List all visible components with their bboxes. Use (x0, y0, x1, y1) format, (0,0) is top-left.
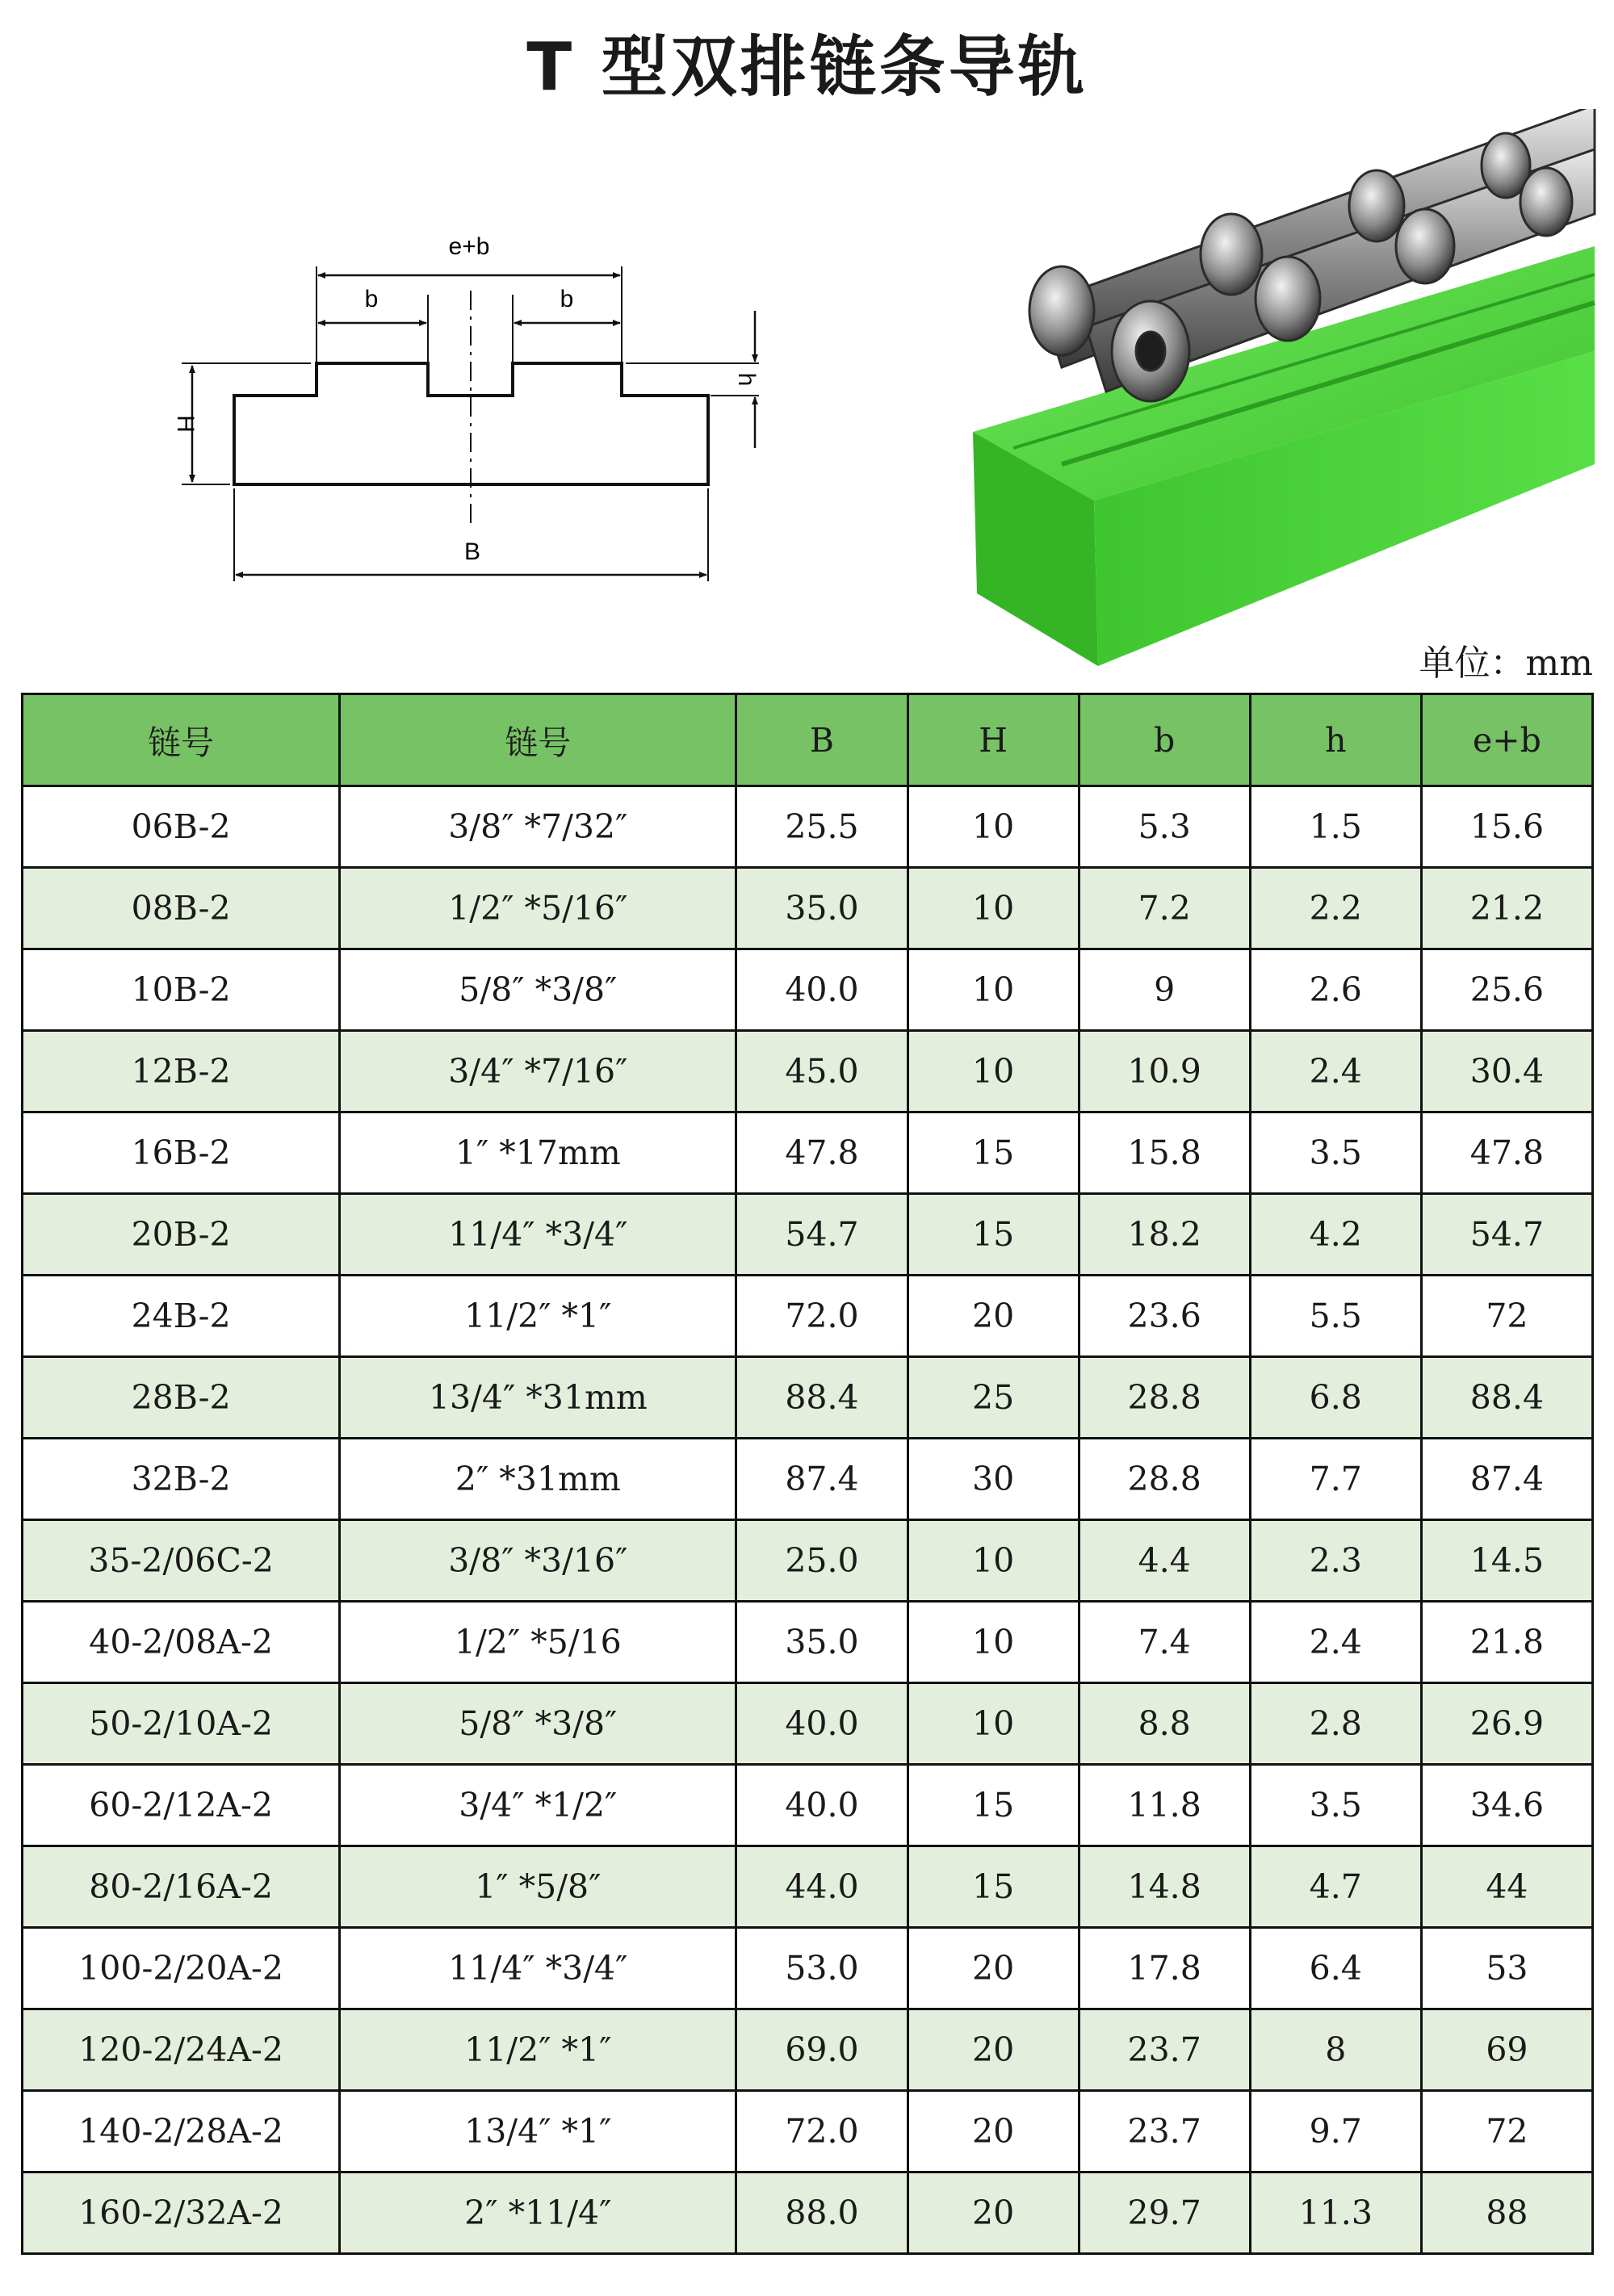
table-row (23, 1276, 1593, 1357)
table-row (23, 1031, 1593, 1112)
cell-chain-size: 2″ *31mm (340, 1439, 736, 1520)
table-row (23, 2172, 1593, 2254)
table-row (23, 1112, 1593, 1194)
header-b: b (1079, 694, 1250, 786)
cell-h: 2.8 (1250, 1683, 1421, 1765)
label-h: h (733, 372, 760, 387)
cell-chain-no: 06B-2 (23, 786, 340, 868)
table-row (23, 1602, 1593, 1683)
cell-chain-size: 13/4″ *31mm (340, 1357, 736, 1439)
cell-h: 11.3 (1250, 2172, 1421, 2254)
cell-H: 15 (908, 1765, 1079, 1846)
cell-eb: 54.7 (1421, 1194, 1592, 1276)
cell-H: 25 (908, 1357, 1079, 1439)
cell-chain-no: 50-2/10A-2 (23, 1683, 340, 1765)
cell-h: 6.8 (1250, 1357, 1421, 1439)
cell-b: 14.8 (1079, 1846, 1250, 1928)
cell-chain-no: 28B-2 (23, 1357, 340, 1439)
cell-chain-no: 35-2/06C-2 (23, 1520, 340, 1602)
cell-b: 5.3 (1079, 786, 1250, 868)
cell-h: 1.5 (1250, 786, 1421, 868)
cell-B: 35.0 (736, 868, 908, 949)
table-row (23, 949, 1593, 1031)
cell-h: 9.7 (1250, 2091, 1421, 2172)
cell-eb: 44 (1421, 1846, 1592, 1928)
cell-H: 10 (908, 1683, 1079, 1765)
cell-B: 47.8 (736, 1112, 908, 1194)
cell-B: 45.0 (736, 1031, 908, 1112)
cell-eb: 30.4 (1421, 1031, 1592, 1112)
cell-b: 4.4 (1079, 1520, 1250, 1602)
product-photo (965, 109, 1599, 666)
label-H: H (172, 415, 199, 433)
table-row (23, 1439, 1593, 1520)
cell-B: 88.4 (736, 1357, 908, 1439)
label-b-right: b (560, 286, 574, 312)
cell-eb: 15.6 (1421, 786, 1592, 868)
header-B: B (736, 694, 908, 786)
cell-B: 88.0 (736, 2172, 908, 2254)
cell-eb: 21.2 (1421, 868, 1592, 949)
cell-B: 40.0 (736, 949, 908, 1031)
cell-h: 5.5 (1250, 1276, 1421, 1357)
cell-H: 20 (908, 2091, 1079, 2172)
cell-b: 7.4 (1079, 1602, 1250, 1683)
cell-h: 4.2 (1250, 1194, 1421, 1276)
label-eb: e+b (448, 233, 490, 260)
cell-h: 2.3 (1250, 1520, 1421, 1602)
cell-b: 28.8 (1079, 1439, 1250, 1520)
table-row (23, 2009, 1593, 2091)
cell-h: 4.7 (1250, 1846, 1421, 1928)
cell-h: 3.5 (1250, 1765, 1421, 1846)
cell-chain-size: 3/4″ *1/2″ (340, 1765, 736, 1846)
cell-H: 15 (908, 1194, 1079, 1276)
cell-H: 10 (908, 786, 1079, 868)
cell-H: 10 (908, 1602, 1079, 1683)
label-b-left: b (364, 286, 379, 312)
cell-B: 40.0 (736, 1683, 908, 1765)
cell-chain-no: 40-2/08A-2 (23, 1602, 340, 1683)
cell-b: 8.8 (1079, 1683, 1250, 1765)
cell-chain-size: 3/8″ *7/32″ (340, 786, 736, 868)
header-h: h (1250, 694, 1421, 786)
cell-h: 3.5 (1250, 1112, 1421, 1194)
cell-B: 54.7 (736, 1194, 908, 1276)
page-title: T 型双排链条导轨 (526, 29, 1088, 106)
cell-chain-size: 11/2″ *1″ (340, 2009, 736, 2091)
cell-h: 2.6 (1250, 949, 1421, 1031)
cell-B: 53.0 (736, 1928, 908, 2009)
cell-H: 10 (908, 868, 1079, 949)
cell-eb: 72 (1421, 1276, 1592, 1357)
cell-eb: 87.4 (1421, 1439, 1592, 1520)
cell-H: 20 (908, 1928, 1079, 2009)
cell-chain-size: 1″ *5/8″ (340, 1846, 736, 1928)
table-row (23, 1928, 1593, 2009)
cell-chain-size: 3/4″ *7/16″ (340, 1031, 736, 1112)
cell-b: 28.8 (1079, 1357, 1250, 1439)
cell-chain-no: 120-2/24A-2 (23, 2009, 340, 2091)
cell-b: 23.6 (1079, 1276, 1250, 1357)
cell-chain-no: 100-2/20A-2 (23, 1928, 340, 2009)
cell-eb: 47.8 (1421, 1112, 1592, 1194)
table-row (23, 1357, 1593, 1439)
cell-B: 69.0 (736, 2009, 908, 2091)
cell-chain-size: 5/8″ *3/8″ (340, 1683, 736, 1765)
cell-b: 23.7 (1079, 2009, 1250, 2091)
cell-chain-no: 160-2/32A-2 (23, 2172, 340, 2254)
table-row (23, 786, 1593, 868)
cell-H: 30 (908, 1439, 1079, 1520)
table-row (23, 1846, 1593, 1928)
cell-B: 72.0 (736, 2091, 908, 2172)
cell-chain-size: 1″ *17mm (340, 1112, 736, 1194)
cell-chain-no: 32B-2 (23, 1439, 340, 1520)
cell-H: 10 (908, 1520, 1079, 1602)
cell-H: 20 (908, 1276, 1079, 1357)
cell-eb: 34.6 (1421, 1765, 1592, 1846)
header-eb: e+b (1421, 694, 1592, 786)
profile-dimension-diagram (145, 226, 775, 605)
cell-b: 23.7 (1079, 2091, 1250, 2172)
cell-chain-size: 11/4″ *3/4″ (340, 1928, 736, 2009)
header-chain-no: 链号 (23, 694, 340, 786)
cell-b: 7.2 (1079, 868, 1250, 949)
cell-eb: 21.8 (1421, 1602, 1592, 1683)
cell-H: 15 (908, 1112, 1079, 1194)
cell-chain-size: 11/4″ *3/4″ (340, 1194, 736, 1276)
cell-b: 10.9 (1079, 1031, 1250, 1112)
label-B: B (463, 538, 481, 565)
cell-b: 17.8 (1079, 1928, 1250, 2009)
cell-chain-size: 1/2″ *5/16″ (340, 868, 736, 949)
cell-H: 20 (908, 2009, 1079, 2091)
cell-chain-no: 24B-2 (23, 1276, 340, 1357)
cell-eb: 88 (1421, 2172, 1592, 2254)
cell-h: 2.4 (1250, 1602, 1421, 1683)
cell-h: 2.4 (1250, 1031, 1421, 1112)
cell-chain-size: 5/8″ *3/8″ (340, 949, 736, 1031)
cell-B: 25.0 (736, 1520, 908, 1602)
cell-h: 6.4 (1250, 1928, 1421, 2009)
cell-H: 20 (908, 2172, 1079, 2254)
cell-eb: 53 (1421, 1928, 1592, 2009)
cell-eb: 72 (1421, 2091, 1592, 2172)
header-H: H (908, 694, 1079, 786)
cell-b: 29.7 (1079, 2172, 1250, 2254)
cell-H: 10 (908, 949, 1079, 1031)
cell-H: 15 (908, 1846, 1079, 1928)
cell-chain-size: 13/4″ *1″ (340, 2091, 736, 2172)
cell-chain-no: 60-2/12A-2 (23, 1765, 340, 1846)
cell-chain-no: 10B-2 (23, 949, 340, 1031)
cell-eb: 88.4 (1421, 1357, 1592, 1439)
unit-label: 单位：mm (1419, 643, 1593, 684)
cell-eb: 69 (1421, 2009, 1592, 2091)
cell-eb: 25.6 (1421, 949, 1592, 1031)
cell-chain-no: 12B-2 (23, 1031, 340, 1112)
cell-chain-no: 140-2/28A-2 (23, 2091, 340, 2172)
spec-table (21, 693, 1594, 2255)
cell-chain-no: 08B-2 (23, 868, 340, 949)
cell-chain-no: 80-2/16A-2 (23, 1846, 340, 1928)
cell-chain-size: 1/2″ *5/16 (340, 1602, 736, 1683)
cell-b: 11.8 (1079, 1765, 1250, 1846)
cell-chain-size: 3/8″ *3/16″ (340, 1520, 736, 1602)
table-row (23, 1683, 1593, 1765)
table-row (23, 2091, 1593, 2172)
cell-chain-size: 2″ *11/4″ (340, 2172, 736, 2254)
cell-eb: 26.9 (1421, 1683, 1592, 1765)
cell-chain-no: 20B-2 (23, 1194, 340, 1276)
cell-h: 8 (1250, 2009, 1421, 2091)
cell-eb: 14.5 (1421, 1520, 1592, 1602)
cell-chain-no: 16B-2 (23, 1112, 340, 1194)
table-row (23, 1520, 1593, 1602)
cell-b: 15.8 (1079, 1112, 1250, 1194)
cell-H: 10 (908, 1031, 1079, 1112)
header-chain-size: 链号 (340, 694, 736, 786)
cell-B: 44.0 (736, 1846, 908, 1928)
cell-B: 40.0 (736, 1765, 908, 1846)
table-body (23, 786, 1593, 2254)
cell-b: 18.2 (1079, 1194, 1250, 1276)
cell-h: 7.7 (1250, 1439, 1421, 1520)
table-header-row (23, 694, 1593, 786)
cell-B: 25.5 (736, 786, 908, 868)
table-row (23, 1765, 1593, 1846)
cell-chain-size: 11/2″ *1″ (340, 1276, 736, 1357)
table-row (23, 1194, 1593, 1276)
cell-B: 72.0 (736, 1276, 908, 1357)
table-row (23, 868, 1593, 949)
cell-B: 35.0 (736, 1602, 908, 1683)
cell-B: 87.4 (736, 1439, 908, 1520)
cell-b: 9 (1079, 949, 1250, 1031)
cell-h: 2.2 (1250, 868, 1421, 949)
